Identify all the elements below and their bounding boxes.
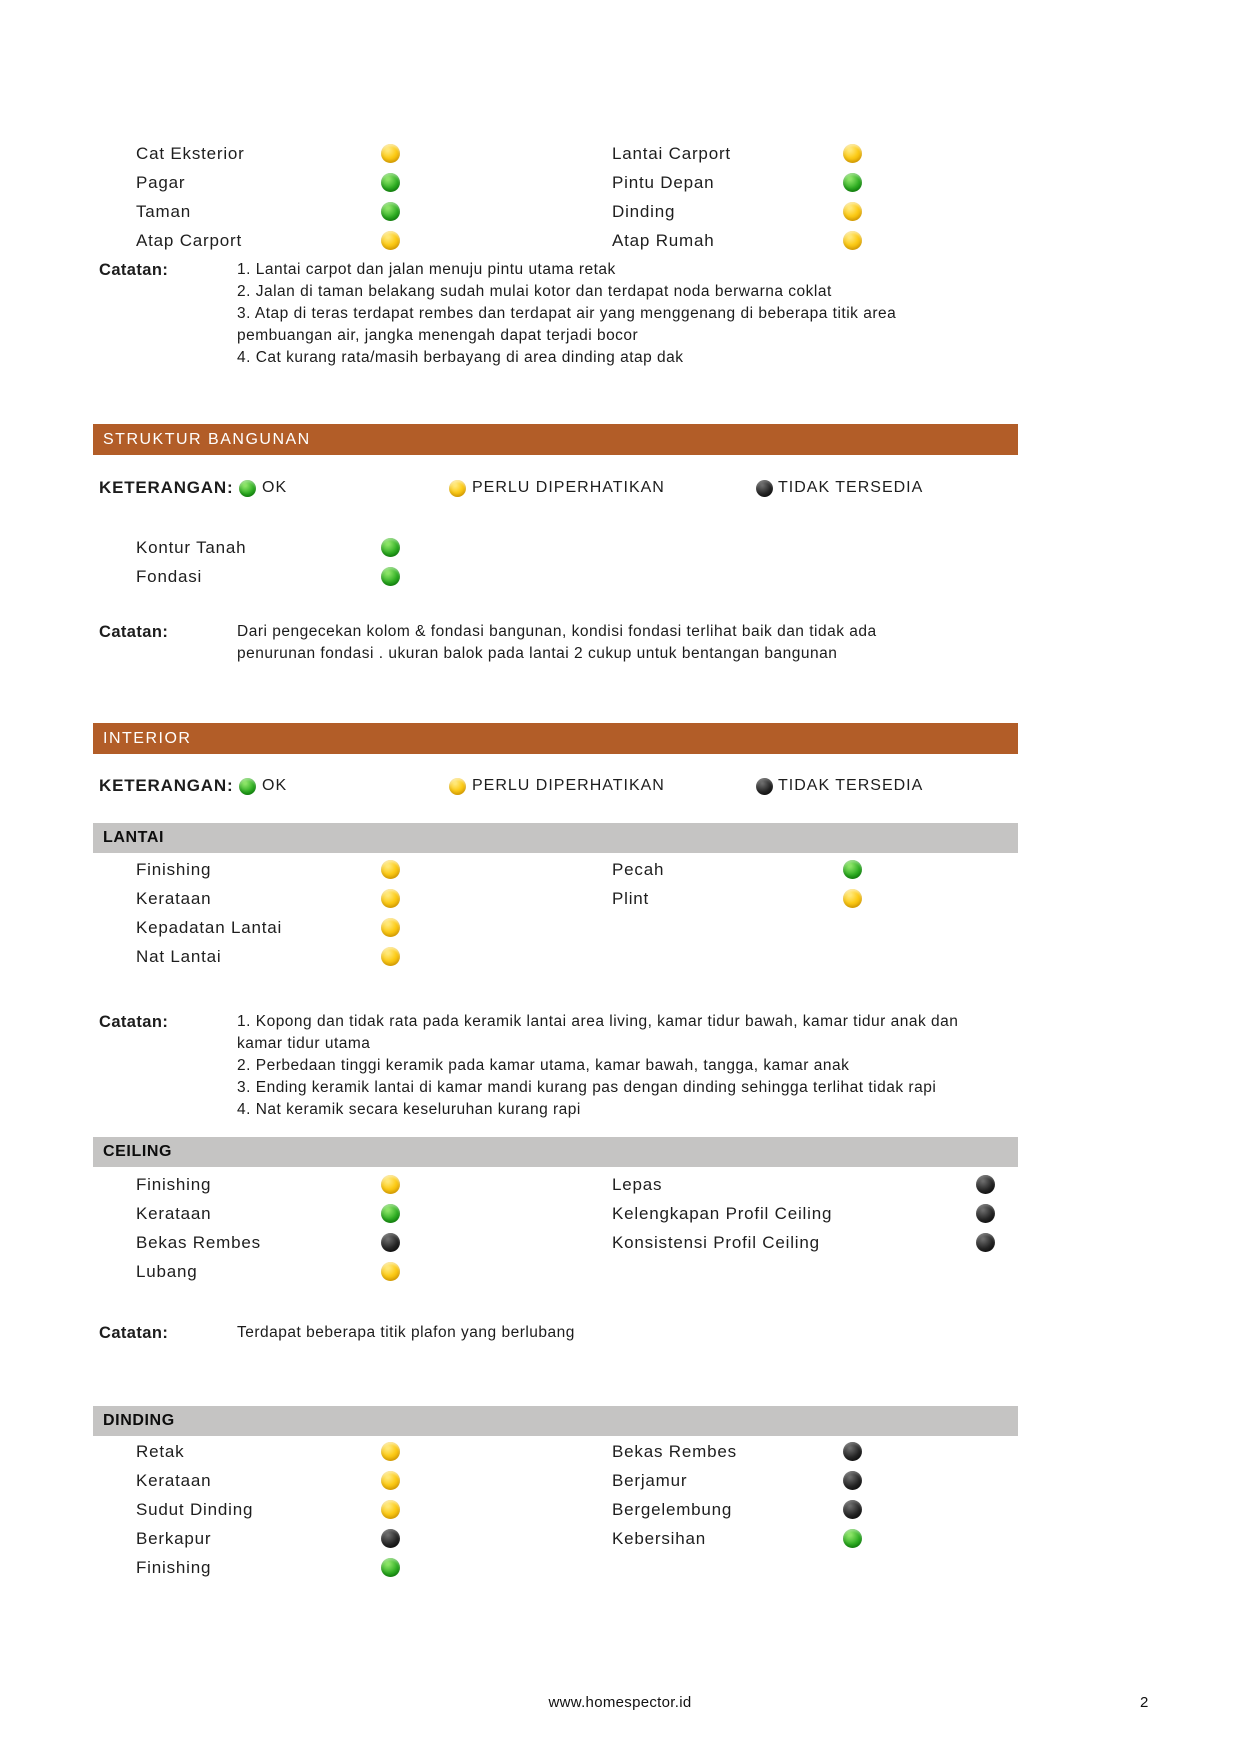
legend-label: KETERANGAN: <box>99 776 234 795</box>
item-label: Kepadatan Lantai <box>136 918 283 937</box>
status-dot <box>843 231 862 250</box>
status-dot <box>843 144 862 163</box>
item-label: Kontur Tanah <box>136 538 247 557</box>
note-line: Terdapat beberapa titik plafon yang berlubang <box>237 1324 575 1341</box>
legend-ok-label: OK <box>262 479 288 496</box>
catatan-label: Catatan: <box>99 1324 169 1342</box>
status-dot <box>843 1529 862 1548</box>
status-dot <box>381 1233 400 1252</box>
catatan-label: Catatan: <box>99 261 169 279</box>
item-label: Finishing <box>136 1175 212 1194</box>
item-label: Pagar <box>136 173 186 192</box>
item-label: Lepas <box>612 1175 663 1194</box>
lantai-items <box>0 855 1240 971</box>
inspection-row <box>0 1495 1240 1524</box>
item-label: Kerataan <box>136 1204 212 1223</box>
status-dot <box>381 947 400 966</box>
item-label: Finishing <box>136 1558 212 1577</box>
status-dot <box>381 173 400 192</box>
item-label: Lantai Carport <box>612 144 731 163</box>
status-dot <box>843 889 862 908</box>
status-dot <box>381 1204 400 1223</box>
status-dot <box>381 1558 400 1577</box>
inspection-row <box>0 1553 1240 1582</box>
inspection-row <box>0 1199 1240 1228</box>
note-line: 1. Kopong dan tidak rata pada keramik lantai area living, kamar tidur bawah, kamar tidur anak dan <box>237 1013 959 1030</box>
item-label: Cat Eksterior <box>136 144 245 163</box>
inspection-row <box>0 533 1240 562</box>
inspection-row <box>0 197 1240 226</box>
item-label: Nat Lantai <box>136 947 222 966</box>
legend-na-dot <box>756 778 773 795</box>
item-label: Berkapur <box>136 1529 212 1548</box>
legend-struktur <box>0 477 1240 499</box>
legend-ok-label: OK <box>262 777 288 794</box>
legend-warning-label: PERLU DIPERHATIKAN <box>472 777 665 794</box>
status-dot <box>381 1175 400 1194</box>
item-label: Lubang <box>136 1262 198 1281</box>
item-label: Taman <box>136 202 192 221</box>
catatan-notes <box>237 1322 1067 1344</box>
legend-ok-dot <box>239 778 256 795</box>
legend-na-label: TIDAK TERSEDIA <box>778 479 924 496</box>
inspection-row <box>0 855 1240 884</box>
struktur-items <box>0 533 1240 591</box>
item-label: Plint <box>612 889 650 908</box>
status-dot <box>381 1262 400 1281</box>
legend-interior <box>0 775 1240 797</box>
note-line: 3. Atap di teras terdapat rembes dan terdapat air yang menggenang di beberapa titik area <box>237 305 897 322</box>
footer-website: www.homespector.id <box>548 1694 692 1711</box>
catatan-notes <box>237 1011 1067 1118</box>
ceiling-items <box>0 1170 1240 1286</box>
item-label: Retak <box>136 1442 185 1461</box>
note-line: 2. Jalan di taman belakang sudah mulai kotor dan terdapat noda berwarna coklat <box>237 283 832 300</box>
note-line: 1. Lantai carpot dan jalan menuju pintu utama retak <box>237 261 616 278</box>
legend-label: KETERANGAN: <box>99 478 234 497</box>
item-label: Konsistensi Profil Ceiling <box>612 1233 820 1252</box>
inspection-row <box>0 1466 1240 1495</box>
legend-warning-dot <box>449 480 466 497</box>
inspection-row <box>0 562 1240 591</box>
inspection-row <box>0 1228 1240 1257</box>
status-dot <box>381 144 400 163</box>
legend-warning-label: PERLU DIPERHATIKAN <box>472 479 665 496</box>
status-dot <box>976 1233 995 1252</box>
status-dot <box>381 889 400 908</box>
item-label: Bekas Rembes <box>136 1233 261 1252</box>
item-label: Dinding <box>612 202 676 221</box>
note-line: 2. Perbedaan tinggi keramik pada kamar utama, kamar bawah, tangga, kamar anak <box>237 1057 850 1074</box>
status-dot <box>843 1500 862 1519</box>
status-dot <box>381 231 400 250</box>
status-dot <box>976 1175 995 1194</box>
status-dot <box>381 918 400 937</box>
note-line: 4. Cat kurang rata/masih berbayang di area dinding atap dak <box>237 349 684 366</box>
item-label: Kebersihan <box>612 1529 707 1548</box>
section-header-interior: INTERIOR <box>93 723 1018 754</box>
section-header-struktur-bangunan: STRUKTUR BANGUNAN <box>93 424 1018 455</box>
inspection-row <box>0 884 1240 913</box>
legend-na-dot <box>756 480 773 497</box>
legend-warning-dot <box>449 778 466 795</box>
item-label: Pintu Depan <box>612 173 715 192</box>
item-label: Kerataan <box>136 1471 212 1490</box>
status-dot <box>381 860 400 879</box>
inspection-row <box>0 226 1240 255</box>
note-line: kamar tidur utama <box>237 1035 371 1052</box>
catatan-notes <box>237 259 1067 366</box>
status-dot <box>381 1500 400 1519</box>
subsection-header-lantai: LANTAI <box>93 823 1018 853</box>
item-label: Kerataan <box>136 889 212 908</box>
inspection-row <box>0 942 1240 971</box>
status-dot <box>843 860 862 879</box>
note-line: 3. Ending keramik lantai di kamar mandi kurang pas dengan dinding sehingga terlihat tidak rapi <box>237 1079 937 1096</box>
legend-ok-dot <box>239 480 256 497</box>
note-line: Dari pengecekan kolom & fondasi bangunan, kondisi fondasi terlihat baik dan tidak ada <box>237 623 877 640</box>
note-line: penurunan fondasi . ukuran balok pada lantai 2 cukup untuk bentangan bangunan <box>237 645 838 662</box>
status-dot <box>381 1471 400 1490</box>
inspection-row <box>0 1437 1240 1466</box>
item-label: Finishing <box>136 860 212 879</box>
status-dot <box>381 202 400 221</box>
item-label: Atap Rumah <box>612 231 715 250</box>
status-dot <box>843 173 862 192</box>
inspection-row <box>0 1170 1240 1199</box>
status-dot <box>381 538 400 557</box>
catatan-label: Catatan: <box>99 623 169 641</box>
status-dot <box>381 567 400 586</box>
eksterior-items <box>0 139 1240 255</box>
item-label: Fondasi <box>136 567 203 586</box>
item-label: Bergelembung <box>612 1500 733 1519</box>
status-dot <box>843 202 862 221</box>
inspection-row <box>0 139 1240 168</box>
item-label: Kelengkapan Profil Ceiling <box>612 1204 833 1223</box>
note-line: pembuangan air, jangka menengah dapat terjadi bocor <box>237 327 639 344</box>
inspection-row <box>0 168 1240 197</box>
footer-page-number: 2 <box>1140 1694 1149 1711</box>
inspection-row <box>0 913 1240 942</box>
inspection-row <box>0 1524 1240 1553</box>
subsection-header-ceiling: CEILING <box>93 1137 1018 1167</box>
status-dot <box>381 1529 400 1548</box>
catatan-notes <box>237 621 1067 665</box>
inspection-row <box>0 1257 1240 1286</box>
legend-na-label: TIDAK TERSEDIA <box>778 777 924 794</box>
item-label: Atap Carport <box>136 231 242 250</box>
status-dot <box>381 1442 400 1461</box>
status-dot <box>976 1204 995 1223</box>
status-dot <box>843 1442 862 1461</box>
subsection-header-dinding: DINDING <box>93 1406 1018 1436</box>
note-line: 4. Nat keramik secara keseluruhan kurang rapi <box>237 1101 581 1118</box>
item-label: Bekas Rembes <box>612 1442 737 1461</box>
dinding-items <box>0 1437 1240 1582</box>
item-label: Berjamur <box>612 1471 688 1490</box>
item-label: Sudut Dinding <box>136 1500 254 1519</box>
status-dot <box>843 1471 862 1490</box>
item-label: Pecah <box>612 860 665 879</box>
catatan-label: Catatan: <box>99 1013 169 1031</box>
